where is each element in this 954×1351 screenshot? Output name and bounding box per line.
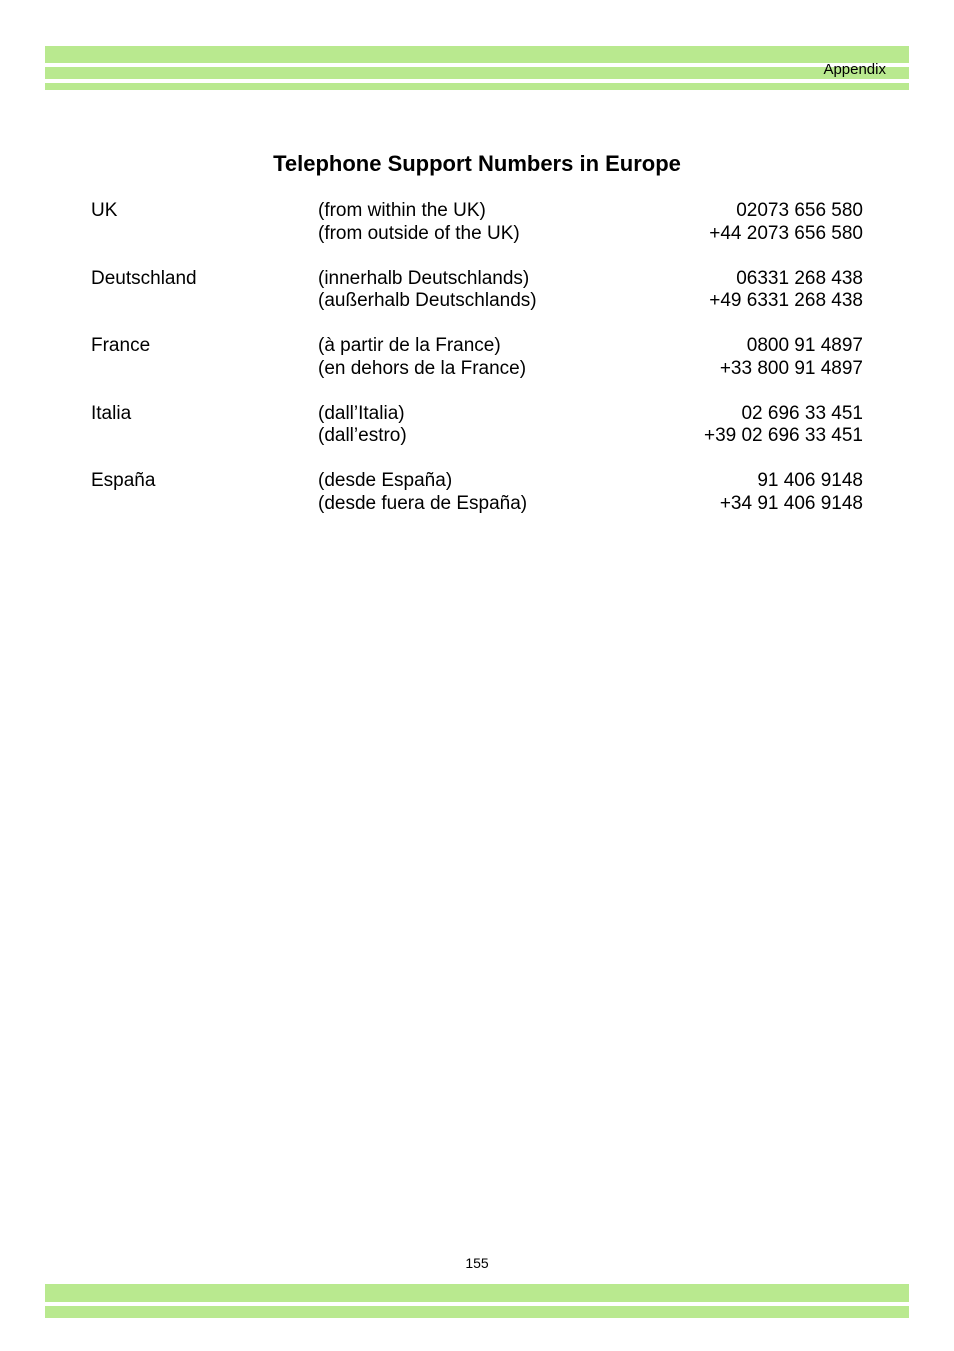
phone-number: +33 800 91 4897 (719, 357, 863, 379)
entry-line (91, 425, 863, 448)
entry-line (91, 493, 863, 516)
header-bar-bottom (45, 83, 909, 90)
entry-line (91, 335, 863, 358)
phone-number: +44 2073 656 580 (709, 222, 863, 244)
entry-line (91, 470, 863, 493)
entry-line (91, 358, 863, 381)
support-numbers-list (91, 200, 863, 538)
country-name: España (91, 470, 156, 491)
phone-number: 02 696 33 451 (741, 402, 863, 424)
number-description: (from within the UK) (318, 200, 486, 221)
header-bar-middle (45, 67, 909, 79)
entry-uk (91, 200, 863, 245)
phone-number: 02073 656 580 (736, 200, 863, 221)
entry-line (91, 290, 863, 313)
phone-number: +49 6331 268 438 (709, 290, 863, 311)
entry-deutschland (91, 268, 863, 313)
number-description: (à partir de la France) (318, 335, 501, 356)
entry-line (91, 403, 863, 426)
section-label: Appendix (823, 61, 886, 78)
number-description: (desde España) (318, 470, 453, 491)
number-description: (außerhalb Deutschlands) (318, 290, 537, 311)
footer-bar-top (45, 1284, 909, 1302)
number-description: (innerhalb Deutschlands) (318, 267, 530, 289)
entry-italia (91, 403, 863, 448)
country-name: UK (91, 200, 118, 221)
phone-number: 91 406 9148 (757, 470, 863, 491)
page-title: Telephone Support Numbers in Europe (273, 151, 681, 176)
phone-number: +39 02 696 33 451 (703, 425, 863, 446)
footer-bar-bottom (45, 1306, 909, 1318)
phone-number: +34 91 406 9148 (719, 492, 863, 514)
number-description: (desde fuera de España) (318, 492, 528, 514)
number-description: (dall’estro) (318, 425, 407, 446)
country-name: Italia (91, 402, 132, 424)
country-name: Deutschland (91, 267, 197, 289)
number-description: (from outside of the UK) (318, 222, 520, 244)
number-description: (en dehors de la France) (318, 357, 527, 379)
entry-espana (91, 470, 863, 515)
entry-line (91, 268, 863, 291)
number-description: (dall’Italia) (318, 402, 405, 424)
header-bar-top (45, 46, 909, 63)
entry-france (91, 335, 863, 380)
country-name: France (91, 335, 151, 356)
entry-line (91, 200, 863, 223)
phone-number: 0800 91 4897 (746, 335, 863, 356)
phone-number: 06331 268 438 (736, 267, 863, 289)
page-number: 155 (465, 1255, 489, 1271)
entry-line (91, 223, 863, 246)
